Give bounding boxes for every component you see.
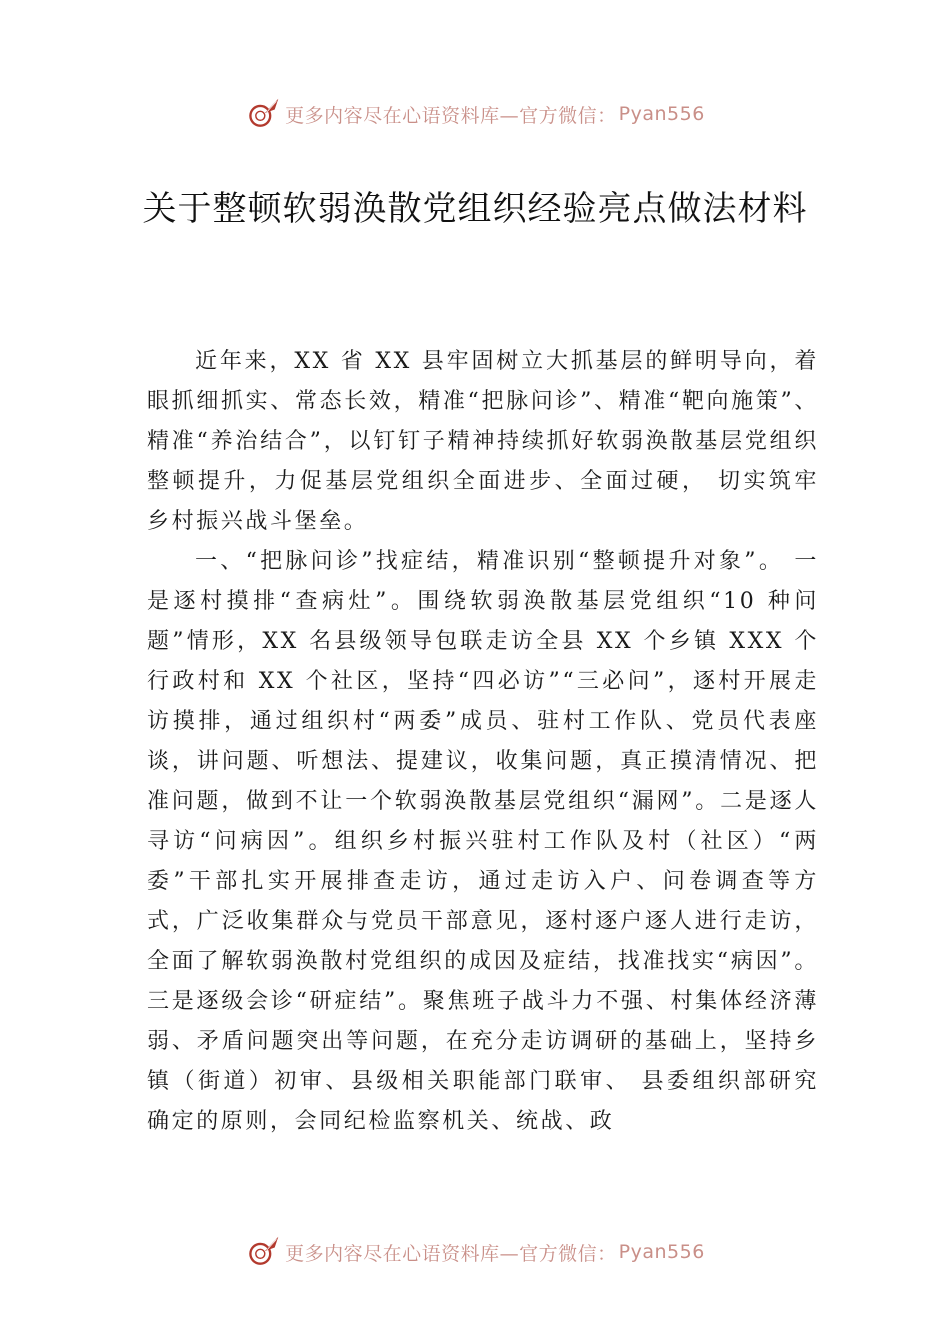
paragraph-intro: 近年来，XX 省 XX 县牢固树立大抓基层的鲜明导向，着眼抓细抓实、常态长效，精准“把脉问诊”、精准“靶向施策”、精准“养治结合”，以钉钉子精神持续抓好软弱涣散基层党组织整顿提升，力促基层党组织全面进步、全面过硬， 切实筑牢乡村振兴战斗堡垒。 <box>147 349 819 534</box>
watermark-text: 更多内容尽在心语资料库—官方微信： <box>285 1242 617 1265</box>
quill-seal-icon <box>245 1234 281 1270</box>
quill-seal-icon <box>245 96 281 132</box>
watermark-handle: Pyan556 <box>618 1241 705 1263</box>
document-body <box>147 342 819 1142</box>
header-watermark <box>0 94 950 134</box>
watermark-text: 更多内容尽在心语资料库—官方微信： <box>285 104 617 127</box>
document-title: 关于整顿软弱涣散党组织经验亮点做法材料 <box>142 189 808 229</box>
footer-watermark <box>0 1232 950 1272</box>
paragraph-section-one: 一、“把脉问诊”找症结，精准识别“整顿提升对象”。 一是逐村摸排“查病灶”。围绕软弱涣散基层党组织“10 种问题”情形，XX 名县级领导包联走访全县 XX 个乡镇 XXX 个行政村和 XX 个社区，坚持“四必访”“三必问”，逐村开展走访摸排，通过组织村“两委”成员、驻村工作队、党员代表座谈，讲问题、听想法、提建议，收集问题，真正摸清情况、把准问题，做到不让一个软弱涣散基层党组织“漏网”。二是逐人寻访“问病因”。组织乡村振兴驻村工作队及村（社区）“两委”干部扎实开展排查走访，通过走访入户、问卷调查等方式，广泛收集群众与党员干部意见，逐村逐户逐人进行走访，全面了解软弱涣散村党组织的成因及症结，找准找实“病因”。三是逐级会诊“研症结”。聚焦班子战斗力不强、村集体经济薄弱、矛盾问题突出等问题，在充分走访调研的基础上，坚持乡镇（街道）初审、县级相关职能部门联审、 县委组织部研究确定的原则，会同纪检监察机关、统战、政 <box>147 549 819 1134</box>
watermark-handle: Pyan556 <box>618 103 705 125</box>
